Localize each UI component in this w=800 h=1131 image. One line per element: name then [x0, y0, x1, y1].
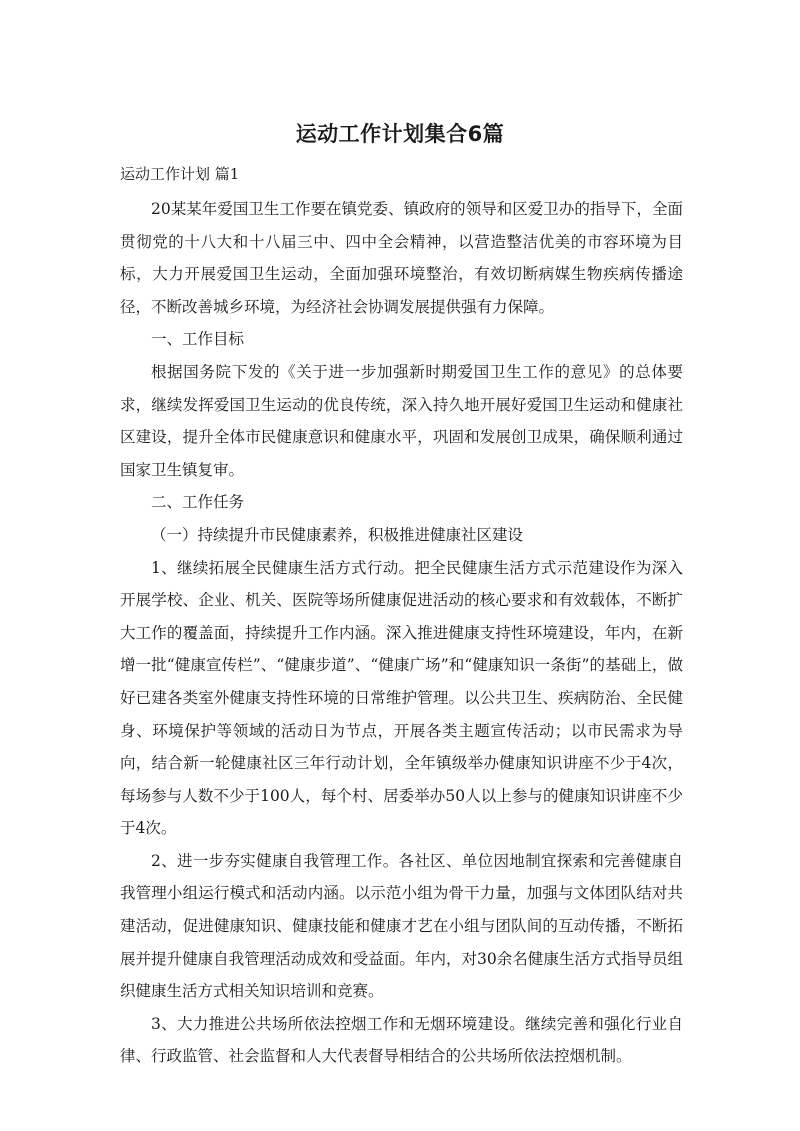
heading-task-1: （一）持续提升市民健康素养，积极推进健康社区建设 — [151, 525, 524, 544]
paragraph-task-1-3: 3、大力推进公共场所依法控烟工作和无烟环境建设。继续完善和强化行业自律、行政监管、社会监督和人大代表督导相结合的公共场所依法控烟机制。 — [120, 1014, 683, 1066]
paragraph-task-1-1: 1、继续拓展全民健康生活方式行动。把全民健康生活方式示范建设作为深入开展学校、企业、机关、医院等场所健康促进活动的核心要求和有效载体，不断扩大工作的覆盖面，持续提升工作内涵。深入推进健康支持性环境建设，年内，在新增一批“健康宣传栏”、“健康步道”、“健康广场”和“健康知识一条街”的基础上，做好已建各类室外健康支持性环境的日常维护管理。以公共卫生、疾病防治、全民健身、环境保护等领域的活动日为节点，开展各类主题宣传活动；以市民需求为导向，结合新一轮健康社区三年行动计划，全年镇级举办健康知识讲座不少于4次，每场参与人数不少于100人，每个村、居委举办50人以上参与的健康知识讲座不少于4次。 — [120, 558, 683, 838]
paragraph-task-1-2: 2、进一步夯实健康自我管理工作。各社区、单位因地制宜探索和完善健康自我管理小组运行模式和活动内涵。以示范小组为骨干力量，加强与文体团队结对共建活动，促进健康知识、健康技能和健康才艺在小组与团队间的互动传播，不断拓展并提升健康自我管理活动成效和受益面。年内，对30余名健康生活方式指导员组织健康生活方式相关知识培训和竞赛。 — [120, 851, 683, 1001]
document-title: 运动工作计划集合6篇 — [295, 122, 505, 146]
heading-work-tasks: 二、工作任务 — [151, 493, 245, 512]
paragraph-intro: 20某某年爱国卫生工作要在镇党委、镇政府的领导和区爱卫办的指导下，全面贯彻党的十八大和十八届三中、四中全会精神，以营造整洁优美的市容环境为目标，大力开展爱国卫生运动，全面加强环境整治，有效切断病媒生物疾病传播途径，不断改善城乡环境，为经济社会协调发展提供强有力保障。 — [120, 200, 683, 316]
heading-work-goals: 一、工作目标 — [151, 330, 245, 349]
section-heading: 运动工作计划 篇1 — [120, 165, 240, 183]
document-body — [120, 193, 683, 1073]
paragraph-goals: 根据国务院下发的《关于进一步加强新时期爱国卫生工作的意见》的总体要求，继续发挥爱国卫生运动的优良传统，深入持久地开展好爱国卫生运动和健康社区建设，提升全体市民健康意识和健康水平，巩固和发展创卫成果，确保顺利通过国家卫生镇复审。 — [120, 362, 683, 479]
